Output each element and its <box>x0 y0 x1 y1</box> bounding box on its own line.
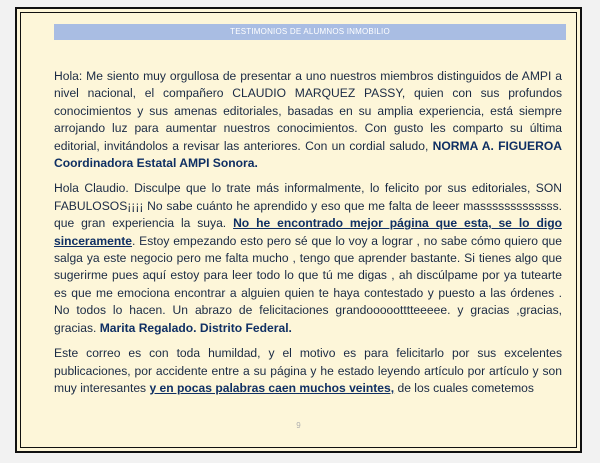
document-page <box>15 7 582 453</box>
header-band <box>54 24 566 40</box>
paragraph-2-text-b: . Estoy empezando esto pero sé que lo voy a lograr , no sabe cómo quiero que salga ya este negocio pero me falta mucho , tengo que aprender bastante. Si tienes algo que sugerirme pues aquí estoy para leer todo lo que tú me digas , ah discúlpame por ya tutearte es que me emociona encontrar a alguien quien te haya contestado y puesto a las órdenes . No todos lo hacen. Un abrazo de felicitaciones grandoooootttteeeee. y gracias ,gracias, gracias. <box>54 233 562 335</box>
testimonials-body <box>54 68 562 405</box>
paragraph-2-text-a: Hola Claudio. Disculpe que lo trate más informalmente, lo felicito por sus editoriales, SON FABULOSOS¡¡¡¡ No sabe cuánto he aprendido y eso que me falta de leeer masssssssssssss. que gran experiencia la suya. <box>54 181 562 231</box>
page-number: 9 <box>296 421 301 430</box>
header-title: TESTIMONIOS DE ALUMNOS INMOBILIO <box>230 27 390 36</box>
testimonial-paragraph-3 <box>54 345 562 397</box>
paragraph-1-text: Hola: Me siento muy orgullosa de presentar a uno nuestros miembros distinguidos de AMPI a nivel nacional, el compañero CLAUDIO MARQUEZ PASSY, quien con sus profundos conocimientos y sus amenas editoriales, basadas en su amplia experiencia, está siempre arrojando luz para aumentar nuestros conocimientos. Con gusto les comparto su última editorial, invitándolos a revisar las anteriores. Con un cordial saludo, <box>54 69 562 153</box>
testimonial-paragraph-2 <box>54 180 562 337</box>
paragraph-1-signature: NORMA A. FIGUEROA Coordinadora Estatal AMPI Sonora. <box>54 138 562 171</box>
paragraph-2-signature: Marita Regalado. Distrito Federal. <box>99 320 292 335</box>
paragraph-3-text-a: Este correo es con toda humildad, y el motivo es para felicitarlo por sus excelentes publicaciones, por accidente entre a su página y he estado leyendo artículo por artículo y son muy interesantes <box>54 346 562 395</box>
paragraph-3-highlight: y en pocas palabras caen muchos veintes, <box>149 380 395 395</box>
paragraph-3-text-b: de los cuales cometemos <box>394 380 534 395</box>
testimonial-paragraph-1 <box>54 68 562 172</box>
paragraph-2-highlight: No he encontrado mejor página que esta, se lo digo sinceramente <box>54 216 562 248</box>
